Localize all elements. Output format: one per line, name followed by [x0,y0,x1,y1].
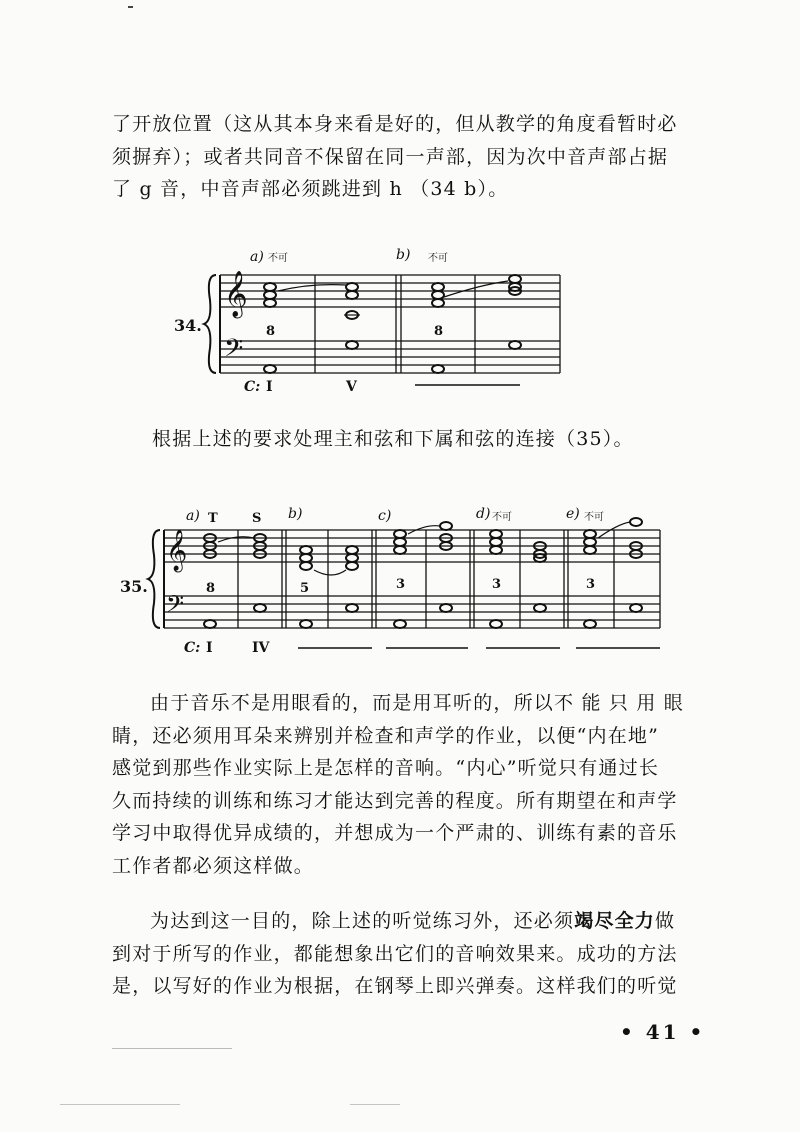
figured-bass: 8 [434,324,444,339]
music-example-34 [170,245,590,395]
roman-numeral: V [346,379,357,395]
music-example-35 [120,500,680,660]
text-segment: 做 [655,910,676,932]
figured-bass: 3 [492,577,502,592]
bass-clef-icon: 𝄢 [166,590,185,623]
scan-speck [350,1104,400,1105]
text-line: 学习中取得优异成绩的，并想成为一个严肃的、训练有素的音乐 [112,822,678,844]
scan-speck [128,6,133,8]
roman-numeral: IV [252,640,270,656]
part-label: e) [566,506,580,522]
text-line: 须摒弃）；或者共同音不保留在同一声部，因为次中音声部占据 [112,145,669,168]
bass-clef-icon: 𝄢 [224,334,244,369]
text-line: 了 g 音，中音声部必须跳进到 h （34 b）。 [112,178,509,200]
text-line: 久而持续的训练和练习才能达到完善的程度。所有期望在和声学 [112,789,678,812]
part-label: a) [250,249,264,265]
text-line: 工作者都必须这样做。 [112,854,315,877]
scan-speck [112,1048,232,1049]
chord-notes [264,275,521,373]
scan-speck [60,1104,180,1105]
part-note: 不可 [492,512,512,523]
text-line: 是，以写好的作业为根据，在钢琴上即兴弹奏。这样我们的听觉 [112,975,678,997]
example-number: 35. [120,577,148,596]
emphasis-text: 竭尽全力 [574,910,656,932]
function-marker: T [208,511,218,526]
part-note: 不可 [268,253,288,264]
text-line: 感觉到那些作业实际上是怎样的音响。“内心”听觉只有通过长 [112,757,660,779]
roman-numeral: I [266,379,273,395]
figured-bass: 3 [396,577,406,592]
figured-bass: 8 [266,324,276,339]
paragraph-1 [112,108,697,206]
text-line: 到对于所写的作业，都能想象出它们的音响效果来。成功的方法 [112,942,678,965]
figured-bass: 5 [300,581,310,596]
text-line [112,905,697,938]
part-note: 不可 [584,512,604,523]
part-label: c) [378,508,392,524]
example-number: 34. [174,316,202,335]
part-label: b) [288,506,303,522]
treble-clef-icon: 𝄞 [224,271,248,317]
figured-bass: 3 [586,577,596,592]
part-label: b) [396,247,411,263]
text-segment: 为达到这一目的，除上述的听觉练习外，还必须 [150,910,575,932]
key-label: C: [184,640,201,656]
part-note: 不可 [428,253,448,264]
part-label: d) [476,506,491,522]
key-label: C: [244,379,261,395]
text-line: 由于音乐不是用眼看的，而是用耳听的，所以不 能 只 用 眼 [150,692,684,714]
roman-numeral: I [206,640,213,656]
figured-bass: 8 [206,581,216,596]
text-line: 了开放位置（这从其本身来看是好的，但从教学的角度看暂时必 [112,113,678,135]
function-marker: S [252,511,262,526]
caption: 根据上述的要求处理主和弦和下属和弦的连接（35）。 [152,428,634,450]
part-label: a) [186,508,200,524]
paragraph-3 [112,905,697,1003]
text-line: 睛，还必须用耳朵来辨别并检查和声学的作业，以便“内在地” [112,724,660,747]
treble-clef-icon: 𝄞 [166,530,188,571]
page-number: • 41 • [620,1020,706,1044]
paragraph-2 [112,687,697,882]
